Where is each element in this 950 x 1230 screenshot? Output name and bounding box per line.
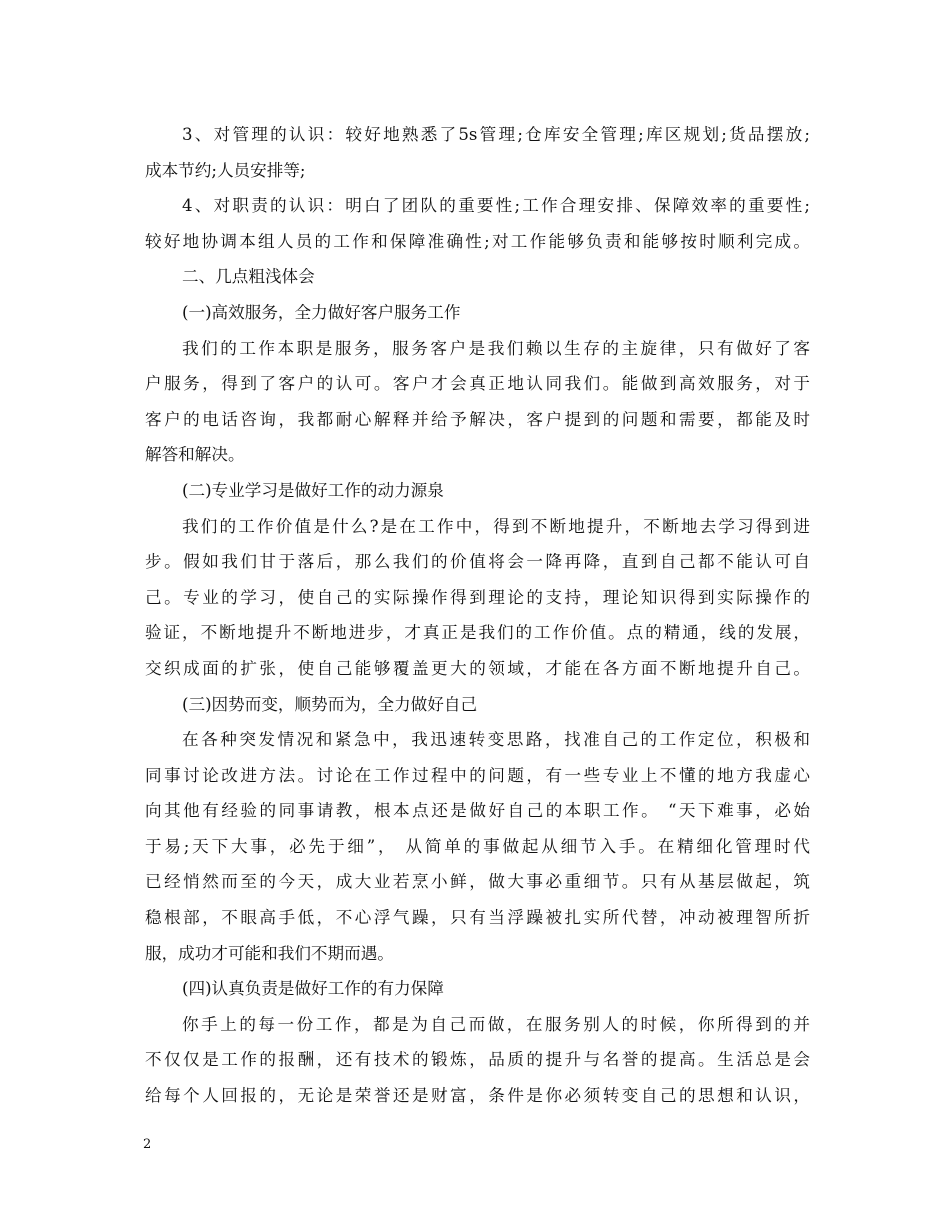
text-line: 验证，不断地提升不断地进步，才真正是我们的工作价值。点的精通，线的发展， <box>145 623 810 643</box>
text-line: 同事讨论改进方法。讨论在工作过程中的问题，有一些专业上不懂的地方我虚心 <box>145 765 810 785</box>
text-line: 你手上的每一份工作，都是为自己而做，在服务别人的时候，你所得到的并 <box>182 1014 810 1034</box>
text-line: 解答和解决。 <box>145 445 245 465</box>
text-line: 不仅仅是工作的报酬，还有技术的锻炼，品质的提升与名誉的提高。生活总是会 <box>145 1050 810 1070</box>
text-line: 客户的电话咨询，我都耐心解释并给予解决，客户提到的问题和需要，都能及时 <box>145 409 810 429</box>
text-line: 向其他有经验的同事请教，根本点还是做好自己的本职工作。 “天下难事，必始 <box>145 801 810 821</box>
text-line: 给每个人回报的，无论是荣誉还是财富，条件是你必须转变自己的思想和认识， <box>145 1086 810 1106</box>
text-line: 较好地协调本组人员的工作和保障准确性;对工作能够负责和能够按时顺利完成。 <box>145 231 810 251</box>
text-line: 二、几点粗浅体会 <box>182 267 315 287</box>
text-line: 步。假如我们甘于落后，那么我们的价值将会一降再降，直到自己都不能认可自 <box>145 552 810 572</box>
page-number: 2 <box>143 1137 152 1152</box>
document-body <box>145 117 810 1114</box>
text-line: 交织成面的扩张，使自己能够覆盖更大的领域，才能在各方面不断地提升自己。 <box>145 658 810 678</box>
text-line: 我们的工作本职是服务，服务客户是我们赖以生存的主旋律，只有做好了客 <box>182 338 810 358</box>
text-line: 户服务，得到了客户的认可。客户才会真正地认同我们。能做到高效服务，对于 <box>145 374 810 394</box>
text-line: 3、对管理的认识：较好地熟悉了5s管理;仓库安全管理;库区规划;货品摆放; <box>182 125 810 144</box>
text-line: 成本节约;人员安排等; <box>145 160 306 180</box>
text-line: (一)高效服务，全力做好客户服务工作 <box>182 302 461 322</box>
text-line: 于易;天下大事，必先于细”， 从简单的事做起从细节入手。在精细化管理时代 <box>145 836 810 856</box>
text-line: 我们的工作价值是什么?是在工作中，得到不断地提升，不断地去学习得到进 <box>182 516 810 536</box>
text-line: 4、对职责的认识：明白了团队的重要性;工作合理安排、保障效率的重要性; <box>182 196 810 216</box>
text-line: (二)专业学习是做好工作的动力源泉 <box>182 480 444 500</box>
text-line: 在各种突发情况和紧急中，我迅速转变思路，找准自己的工作定位，积极和 <box>182 730 810 750</box>
text-line: 已经悄然而至的今天，成大业若烹小鲜，做大事必重细节。只有从基层做起，筑 <box>145 872 810 892</box>
text-line: 服，成功才可能和我们不期而遇。 <box>145 943 394 963</box>
text-line: (四)认真负责是做好工作的有力保障 <box>182 979 444 999</box>
text-line: 己。专业的学习，使自己的实际操作得到理论的支持，理论知识得到实际操作的 <box>145 587 810 607</box>
text-line: (三)因势而变，顺势而为，全力做好自己 <box>182 694 478 714</box>
text-line: 稳根部，不眼高手低，不心浮气躁，只有当浮躁被扎实所代替，冲动被理智所折 <box>145 908 810 928</box>
